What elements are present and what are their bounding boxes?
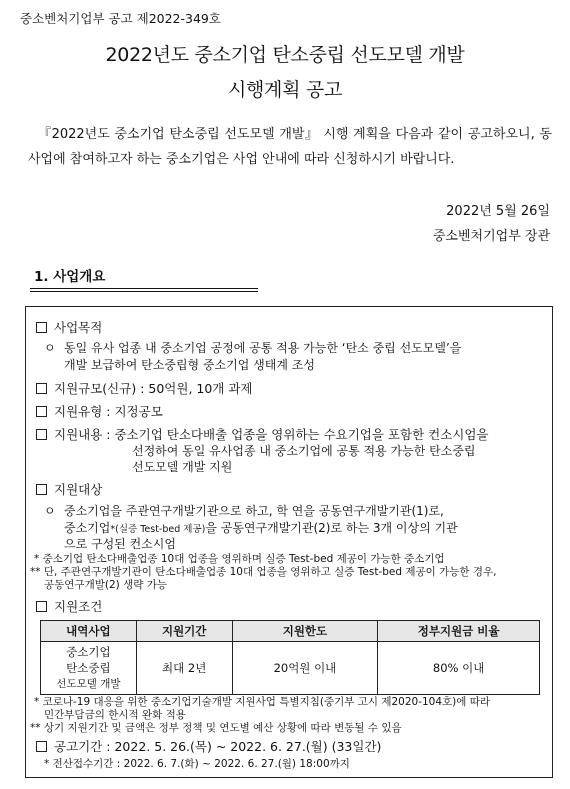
purpose-bullet: ㅇ bbox=[44, 341, 56, 355]
target-line1: 중소기업을 주관연구개발기관으로 하고, 학 연을 공동연구개발기관(1)로, bbox=[64, 504, 444, 518]
purpose-label: 사업목적 bbox=[54, 320, 103, 335]
content-line1: : 중소기업 탄소다배출 업종을 영위하는 수요기업을 포함한 컨소시엄을 bbox=[106, 427, 489, 442]
scale-value: : 50억원, 10개 과제 bbox=[140, 381, 253, 396]
type-label: 지원유형 bbox=[54, 404, 103, 419]
target-heading bbox=[36, 481, 102, 498]
table-row bbox=[41, 642, 540, 695]
target-line2a: 중소기업 bbox=[64, 521, 111, 535]
announcement-date: 2022년 5월 26일 bbox=[446, 204, 550, 219]
overview-box bbox=[25, 306, 553, 778]
program-line2: 탄소중립 bbox=[66, 661, 111, 675]
checkbox-square-icon bbox=[36, 741, 47, 752]
table-header: 지원한도 bbox=[232, 621, 378, 642]
target-line2-note: *(실증 Test-bed 제공) bbox=[110, 524, 206, 535]
content-row bbox=[36, 426, 489, 443]
program-line3: 선도모델 개발 bbox=[56, 678, 121, 690]
section-underline bbox=[30, 288, 258, 289]
period-row bbox=[36, 738, 381, 755]
page-title-line2: 시행계획 공고 bbox=[227, 79, 343, 101]
table-header: 내역사업 bbox=[41, 621, 137, 642]
support-table bbox=[40, 620, 540, 695]
conditions-label: 지원조건 bbox=[54, 599, 103, 614]
target-note1: * 중소기업 탄소다배출업종 10대 업종을 영위하며 실증 Test-bed 제공이 가능한 중소기업 bbox=[34, 553, 445, 565]
ratio-cell: 80% 이내 bbox=[378, 642, 540, 695]
conditions-note1-line2: 민간부담금의 한시적 완화 적용 bbox=[44, 709, 186, 721]
purpose-text-line2: 개발 보급하여 탄소중립형 중소기업 생태계 조성 bbox=[64, 358, 315, 372]
scale-row bbox=[36, 380, 253, 397]
checkbox-square-icon bbox=[36, 406, 47, 417]
intro-text: 『2022년도 중소기업 탄소중립 선도모델 개발』 시행 계획을 다음과 같이 공고하오니, 동 사업에 참여하고자 하는 중소기업은 사업 안내에 따라 신청하시기 바랍니다. bbox=[28, 127, 552, 167]
issuer: 중소벤처기업부 장관 bbox=[432, 229, 550, 244]
intro-paragraph bbox=[28, 122, 552, 172]
program-cell bbox=[41, 642, 137, 695]
type-value: : 지정공모 bbox=[106, 404, 163, 419]
scale-label: 지원규모(신규) bbox=[54, 381, 137, 396]
purpose-text-line1: 동일 유사 업종 내 중소기업 공정에 공통 적용 가능한 ‘탄소 중립 선도모델’을 bbox=[64, 341, 462, 355]
conditions-heading bbox=[36, 598, 102, 615]
checkbox-square-icon bbox=[36, 484, 47, 495]
content-line2: 선정하여 동일 유사업종 내 중소기업에 공통 적용 가능한 탄소중립 bbox=[132, 444, 476, 458]
program-line1: 중소기업 bbox=[66, 645, 111, 659]
conditions-note2: ** 상기 지원기간 및 금액은 정부 정책 및 연도별 예산 상황에 따라 변동될 수 있음 bbox=[30, 722, 402, 734]
purpose-heading bbox=[36, 319, 102, 336]
checkbox-square-icon bbox=[36, 429, 47, 440]
period-label: 공고기간 bbox=[54, 739, 103, 754]
section-title: 1. 사업개요 bbox=[34, 269, 106, 285]
content-line3: 선도모델 개발 지원 bbox=[132, 460, 233, 474]
period-cell: 최대 2년 bbox=[136, 642, 232, 695]
table-header: 지원기간 bbox=[136, 621, 232, 642]
content-label: 지원내용 bbox=[54, 427, 103, 442]
limit-cell: 20억원 이내 bbox=[232, 642, 378, 695]
target-note2-line2: 공동연구개발(2) 생략 가능 bbox=[44, 579, 167, 591]
period-note: * 전산접수기간 : 2022. 6. 7.(화) ~ 2022. 6. 27.(월) 18:00까지 bbox=[44, 758, 350, 770]
target-label: 지원대상 bbox=[54, 482, 103, 497]
section-underline-thick bbox=[30, 291, 258, 292]
checkbox-square-icon bbox=[36, 383, 47, 394]
doc-number: 중소벤처기업부 공고 제2022-349호 bbox=[20, 11, 221, 26]
target-line2b: 을 공동연구개발기관(2)로 하는 3개 이상의 기관 bbox=[205, 521, 458, 535]
target-line3: 으로 구성된 컨소시엄 bbox=[64, 537, 176, 551]
table-header: 정부지원금 비율 bbox=[378, 621, 540, 642]
table-header-row bbox=[41, 621, 540, 642]
checkbox-square-icon bbox=[36, 601, 47, 612]
type-row bbox=[36, 403, 163, 420]
target-bullet: ㅇ bbox=[44, 504, 56, 518]
checkbox-square-icon bbox=[36, 322, 47, 333]
period-value: : 2022. 5. 26.(목) ~ 2022. 6. 27.(월) (33일간) bbox=[106, 739, 382, 754]
conditions-note1-line1: * 코로나-19 대응을 위한 중소기업기술개발 지원사업 특별지침(중기부 고시 제2020-104호)에 따라 bbox=[34, 696, 491, 708]
target-note2-line1: ** 단, 주관연구개발기관이 탄소다배출업종 10대 업종을 영위하고 실증 Test-bed 제공이 가능한 경우, bbox=[30, 566, 497, 578]
page-title-line1: 2022년도 중소기업 탄소중립 선도모델 개발 bbox=[105, 44, 465, 66]
section-heading bbox=[30, 266, 258, 292]
